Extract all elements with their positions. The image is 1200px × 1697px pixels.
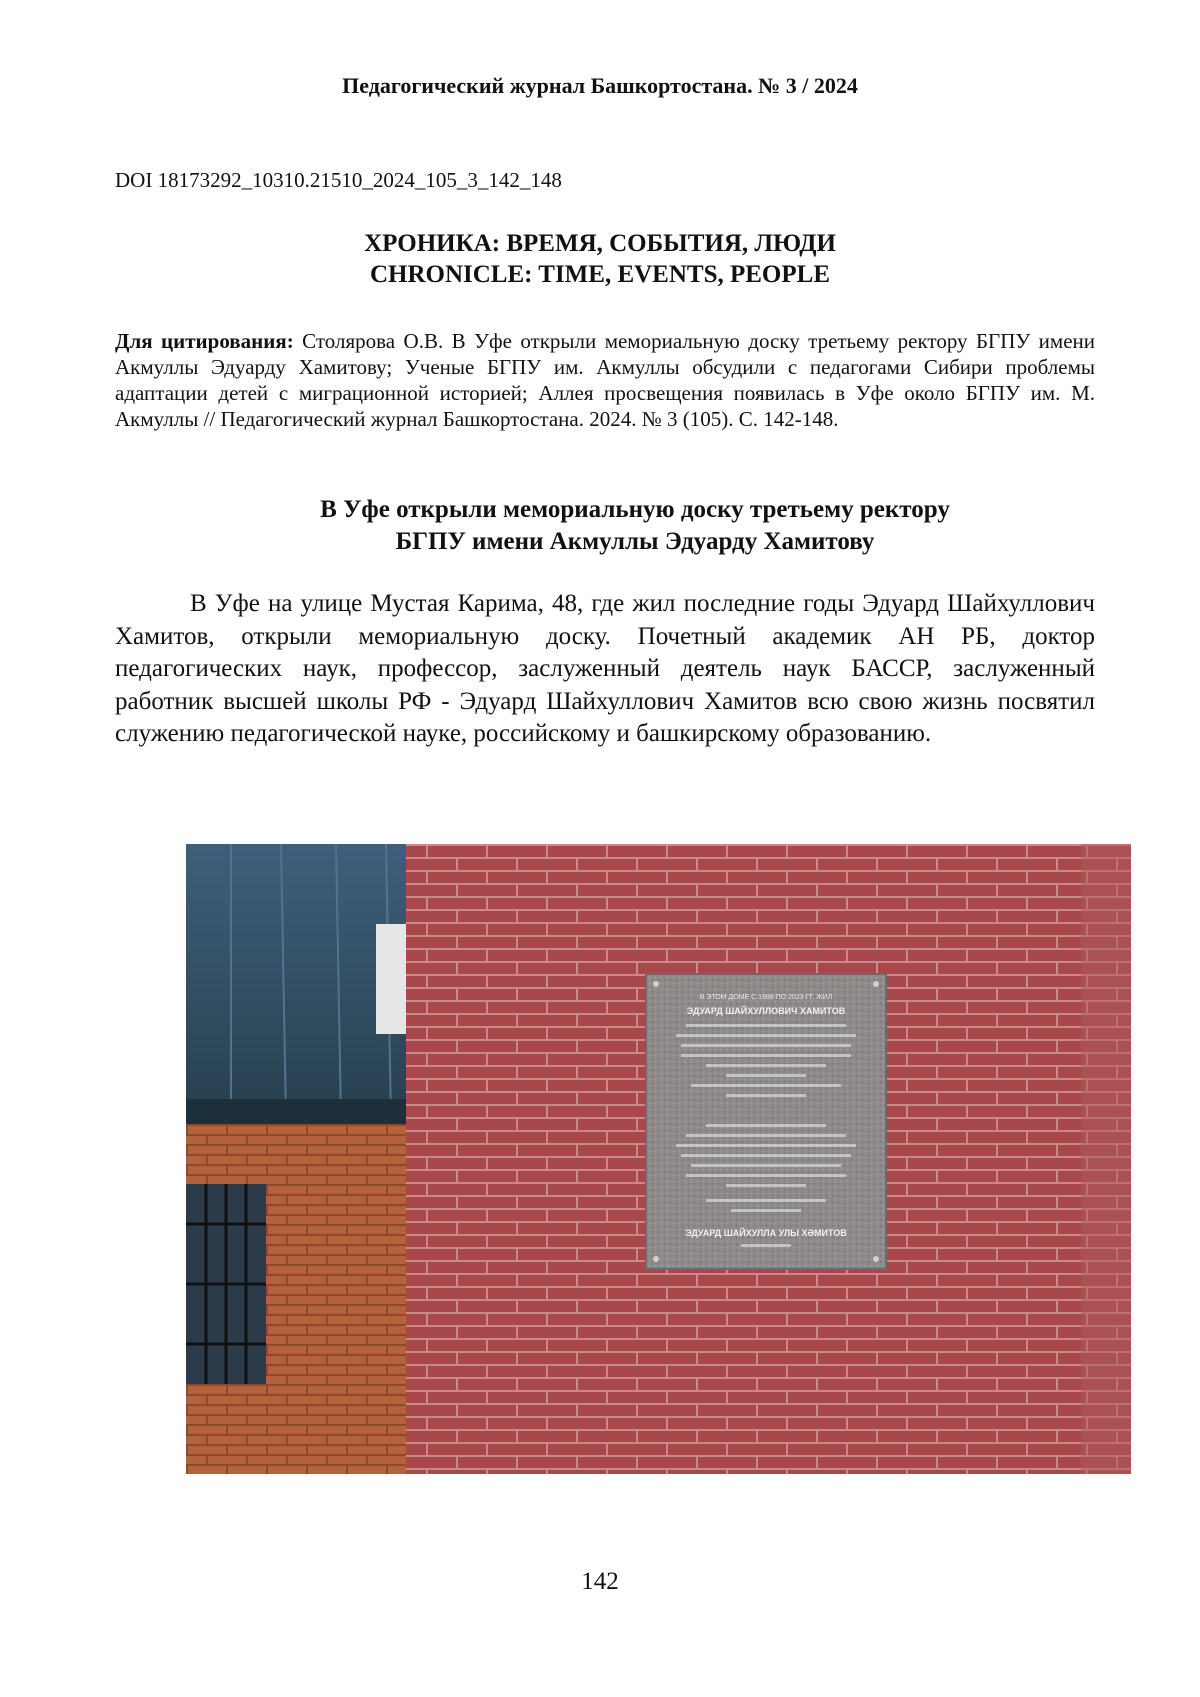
plaque-line-2: ЭДУАРД ШАЙХУЛЛОВИЧ ХАМИТОВ xyxy=(686,1006,846,1016)
memorial-plaque-photo xyxy=(186,844,1131,1474)
running-header: Педагогический журнал Башкортостана. № 3 / 2024 xyxy=(342,73,858,98)
article-title xyxy=(170,494,1100,558)
roof xyxy=(186,844,406,1119)
plaque-line-1: В ЭТОМ ДОМЕ С 1988 ПО 2023 ГГ. ЖИЛ xyxy=(699,994,833,1001)
doi: DOI 18173292_10310.21510_2024_105_3_142_148 xyxy=(115,168,562,192)
ac-unit xyxy=(376,924,406,1034)
article-title-line1: В Уфе открыли мемориальную доску третьему ректору xyxy=(320,496,950,523)
section-title-en: CHRONICLE: TIME, EVENTS, PEOPLE xyxy=(369,261,831,288)
plaque-line-ba: ЭДУАРД ШАЙХУЛЛА УЛЫ ХӘМИТОВ xyxy=(685,1228,847,1238)
citation xyxy=(115,328,1095,432)
page-number: 142 xyxy=(581,1568,619,1595)
citation-text: Столярова О.В. В Уфе открыли мемориальную доску третьему ректору БГПУ имени Акмуллы Эдуарду Хамитову; Ученые БГПУ им. Акмуллы обсудили с педагогами Сибири проблемы адаптации детей с миграционной историей; Аллея просвещения появилась в Уфе около БГПУ им. М. Акмуллы // Педагогический журнал Башкортостана. 2024. № 3 (105). С. 142-148. xyxy=(115,329,1095,431)
memorial-plaque xyxy=(646,974,886,1269)
section-title-ru: ХРОНИКА: ВРЕМЯ, СОБЫТИЯ, ЛЮДИ xyxy=(364,230,836,257)
citation-label: Для цитирования: xyxy=(115,329,294,353)
body-paragraph: В Уфе на улице Мустая Карима, 48, где жил последние годы Эдуард Шайхуллович Хамитов, открыли мемориальную доску. Почетный академик АН РБ, доктор педагогических наук, профессор, заслуженный деятель наук БАССР, заслуженный работник высшей школы РФ - Эдуард Шайхуллович Хамитов всю свою жизнь посвятил служению педагогической науке, российскому и башкирскому образованию. xyxy=(115,590,1095,747)
section-title xyxy=(0,228,1200,290)
article-title-line2: БГПУ имени Акмуллы Эдуарду Хамитову xyxy=(395,528,875,555)
